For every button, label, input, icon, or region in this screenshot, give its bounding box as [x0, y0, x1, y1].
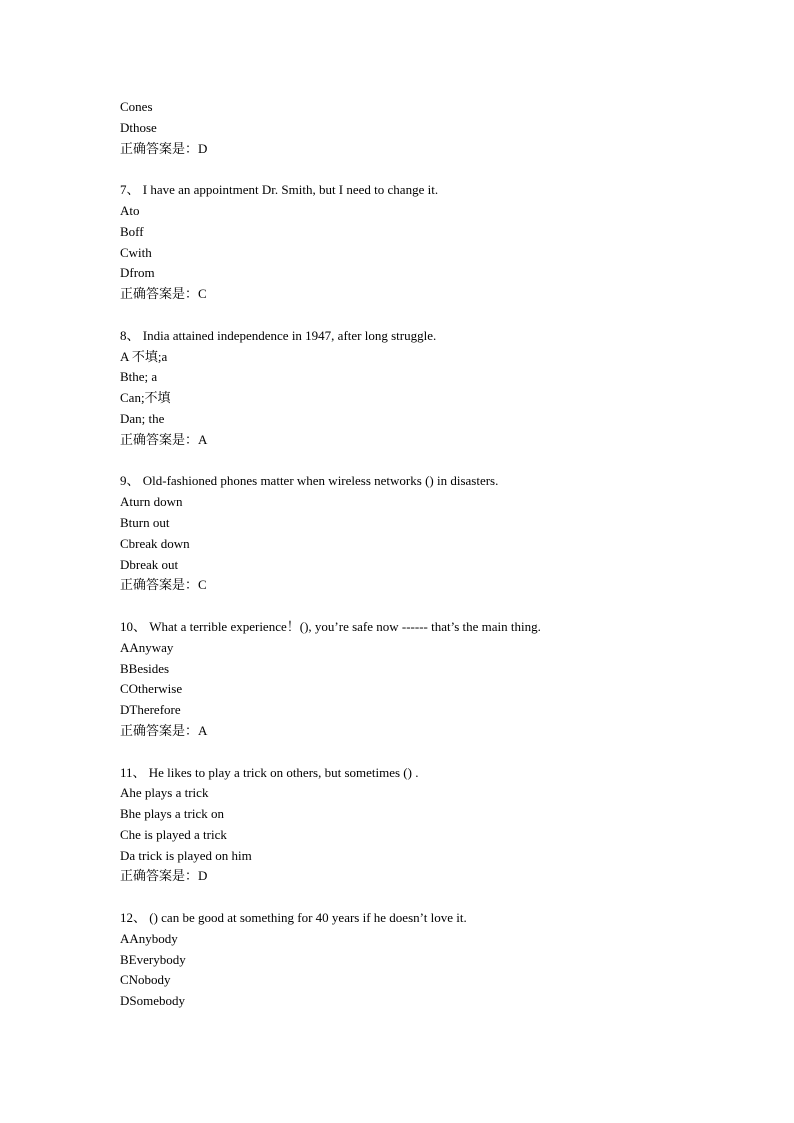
spacer — [120, 305, 760, 326]
correct-answer: 正确答案是：C — [120, 286, 207, 302]
continued-question-block — [120, 97, 760, 159]
question-stem: 7、 I have an appointment Dr. Smith, but I need to change it. — [120, 182, 439, 198]
spacer — [120, 596, 760, 617]
option-b: Bturn out — [120, 514, 170, 530]
correct-answer: 正确答案是：C — [120, 577, 207, 593]
option-d: Dfrom — [120, 265, 155, 281]
question-block-9 — [120, 471, 760, 596]
correct-answer: 正确答案是：D — [120, 868, 208, 884]
option-d: Dbreak out — [120, 556, 179, 572]
correct-answer: 正确答案是：A — [120, 431, 208, 447]
question-block-8 — [120, 326, 760, 451]
document-page — [120, 97, 760, 1012]
option-c: COtherwise — [120, 681, 183, 697]
question-stem: 12、 () can be good at something for 40 years if he doesn’t love it. — [120, 910, 467, 926]
option-b: Bhe plays a trick on — [120, 806, 224, 822]
option-d: DSomebody — [120, 993, 185, 1009]
spacer — [120, 159, 760, 180]
spacer — [120, 451, 760, 472]
option-b: Boff — [120, 223, 144, 239]
question-stem: 9、 Old-fashioned phones matter when wireless networks () in disasters. — [120, 473, 499, 489]
option-d: Dan; the — [120, 410, 165, 426]
question-block-7 — [120, 180, 760, 305]
option-b: BBesides — [120, 660, 170, 676]
option-d: Dthose — [120, 119, 157, 135]
option-c: Can;不填 — [120, 390, 171, 406]
option-a: AAnybody — [120, 930, 178, 946]
correct-answer: 正确答案是：D — [120, 140, 208, 156]
question-stem: 11、 He likes to play a trick on others, but sometimes () . — [120, 764, 419, 780]
option-d: DTherefore — [120, 702, 181, 718]
question-block-12 — [120, 908, 760, 1012]
question-block-10 — [120, 617, 760, 742]
spacer — [120, 742, 760, 763]
option-b: BEverybody — [120, 951, 186, 967]
option-a: AAnyway — [120, 639, 174, 655]
option-c: CNobody — [120, 972, 171, 988]
option-a: Ato — [120, 202, 140, 218]
option-a: Ahe plays a trick — [120, 785, 209, 801]
question-stem: 10、 What a terrible experience！(), you’re safe now ------ that’s the main thing. — [120, 618, 541, 634]
option-d: Da trick is played on him — [120, 847, 252, 863]
correct-answer: 正确答案是：A — [120, 722, 208, 738]
option-a: Aturn down — [120, 494, 183, 510]
option-c: Cwith — [120, 244, 152, 260]
option-c: Cbreak down — [120, 535, 190, 551]
option-c: Che is played a trick — [120, 826, 227, 842]
option-a: A 不填;a — [120, 348, 168, 364]
spacer — [120, 887, 760, 908]
option-c: Cones — [120, 99, 153, 114]
option-b: Bthe; a — [120, 369, 158, 385]
question-stem: 8、 India attained independence in 1947, after long struggle. — [120, 327, 437, 343]
question-block-11 — [120, 763, 760, 888]
